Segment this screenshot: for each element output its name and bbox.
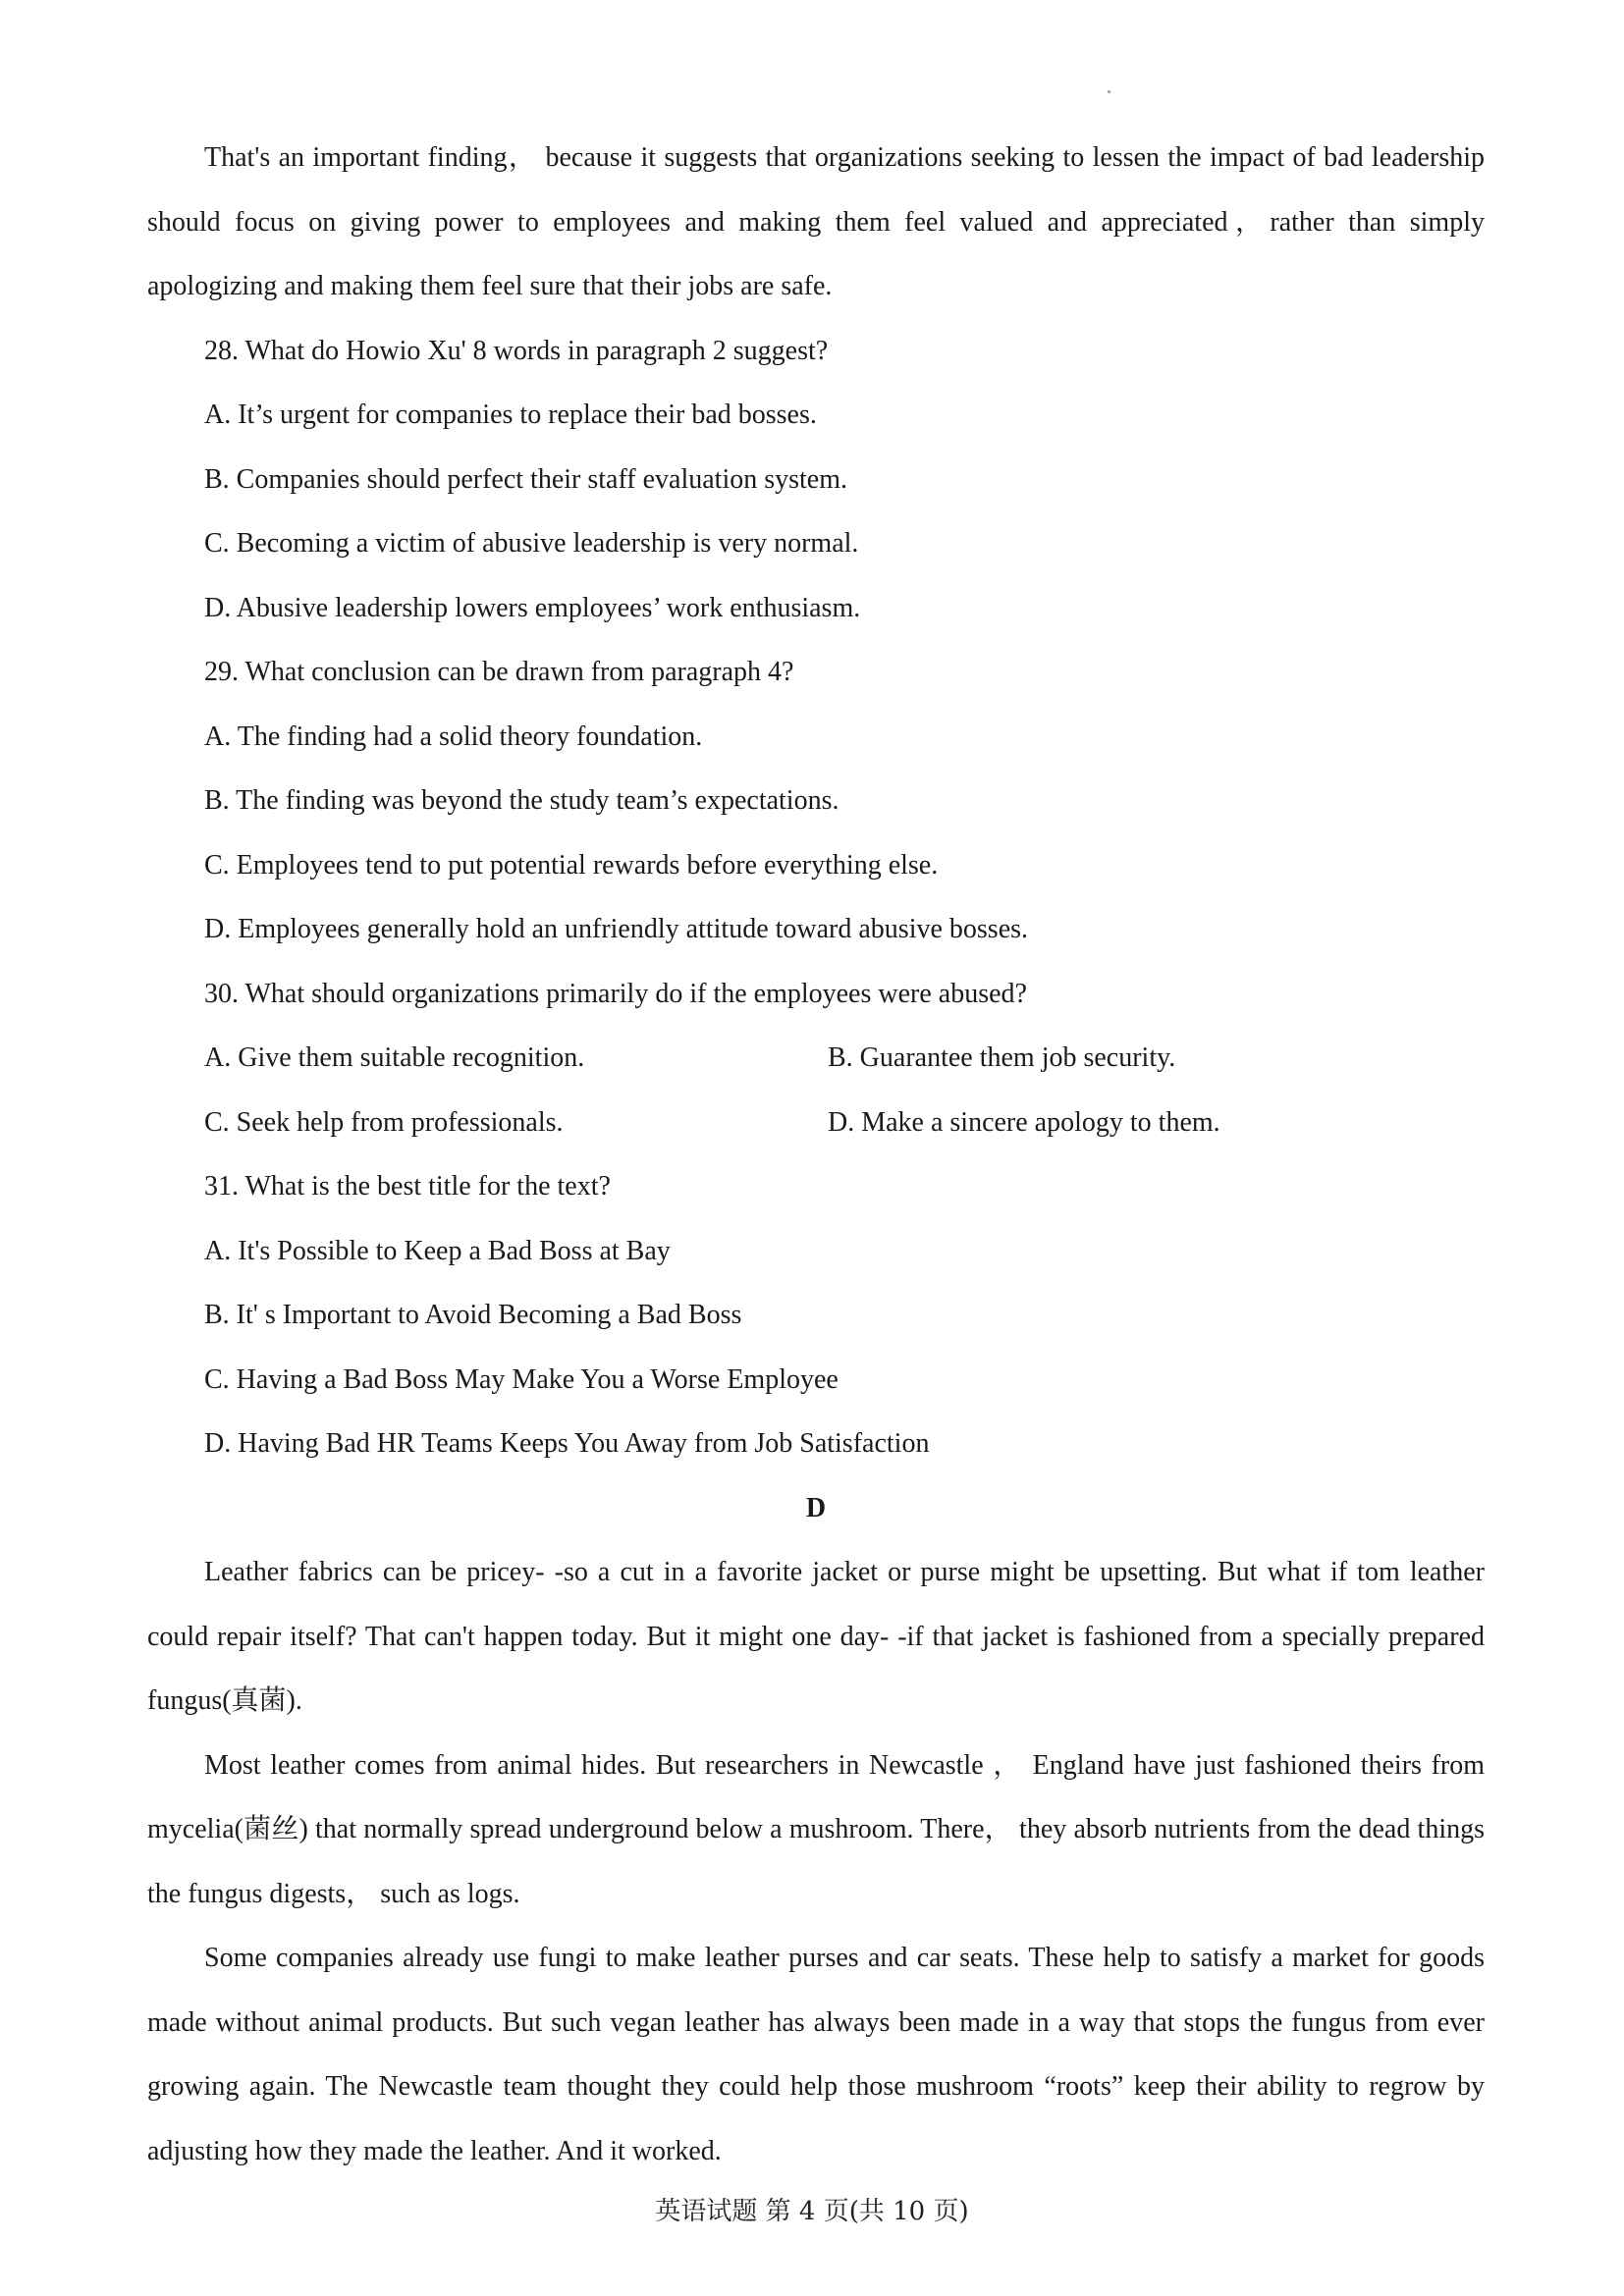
passage-d-paragraph-1: Leather fabrics can be pricey- -so a cut in a favorite jacket or purse might be upsetting. But what if tom leather could repair itself? That can't happen today. But it might one day- -if that jacket is fashioned from a specially prepared fungus(真菌). [147, 1557, 1485, 1716]
option-b: B. The finding was beyond the study team’s expectations. [204, 785, 839, 816]
option-a: A. It’s urgent for companies to replace their bad bosses. [204, 400, 817, 430]
passage-d-paragraph-3: Some companies already use fungi to make leather purses and car seats. These help to satisfy a market for goods made without animal products. But such vegan leather has always been made in a way that stops the fungus from ever growing again. The Newcastle team thought they could help those mushroom “roots” keep their ability to regrow by adjusting how they made the leather. And it worked. [147, 1943, 1485, 2166]
page-footer: 英语试题 第 4 页(共 10 页) [655, 2197, 969, 2226]
option-d: D. Abusive leadership lowers employees’ work enthusiasm. [204, 592, 861, 623]
option-a: A. The finding had a solid theory foundation. [204, 721, 703, 752]
section-heading-d: D [805, 1492, 827, 1523]
option-b: B. Companies should perfect their staff evaluation system. [204, 463, 848, 495]
option-c: C. Seek help from professionals. [204, 1106, 564, 1138]
option-row [147, 1091, 1485, 1155]
question-stem: 28. What do Howio Xu' 8 words in paragraph 2 suggest? [204, 335, 829, 366]
question-stem: 31. What is the best title for the text? [204, 1171, 611, 1201]
option-b: B. It' s Important to Avoid Becoming a Bad Boss [204, 1300, 742, 1330]
question-28 [147, 319, 1485, 641]
scan-dot [1108, 90, 1110, 93]
option-a: A. It's Possible to Keep a Bad Boss at Bay [204, 1235, 671, 1266]
option-b: B. Guarantee them job security. [828, 1042, 1176, 1073]
option-c: C. Having a Bad Boss May Make You a Worse Employee [204, 1363, 839, 1395]
option-row [147, 1026, 1485, 1091]
option-c: C. Becoming a victim of abusive leadership is very normal. [204, 528, 859, 559]
question-stem: 30. What should organizations primarily do if the employees were abused? [204, 978, 1027, 1009]
passage-d-paragraph-2: Most leather comes from animal hides. But researchers in Newcastle ， England have just fashioned theirs from mycelia(菌丝) that normally spread underground below a mushroom. There， they absorb nutrients from the dead things the fungus digests， such as logs. [147, 1749, 1485, 1909]
question-stem: 29. What conclusion can be drawn from paragraph 4? [204, 657, 794, 687]
option-c: C. Employees tend to put potential rewards before everything else. [204, 849, 939, 881]
question-31 [147, 1154, 1485, 1476]
question-30 [147, 962, 1485, 1155]
passage-c-closing-paragraph: That's an important finding， because it suggests that organizations seeking to lessen the impact of bad leadership should focus on giving power to employees and making them feel valued and appreciated，rather than simply apologizing and making them feel sure that their jobs are safe. [147, 142, 1485, 301]
option-d: D. Employees generally hold an unfriendly attitude toward abusive bosses. [204, 914, 1029, 944]
option-d: D. Make a sincere apology to them. [828, 1106, 1220, 1138]
option-a: A. Give them suitable recognition. [204, 1042, 585, 1073]
exam-page-body [147, 126, 1485, 2183]
option-d: D. Having Bad HR Teams Keeps You Away from Job Satisfaction [204, 1428, 930, 1459]
question-29 [147, 640, 1485, 962]
